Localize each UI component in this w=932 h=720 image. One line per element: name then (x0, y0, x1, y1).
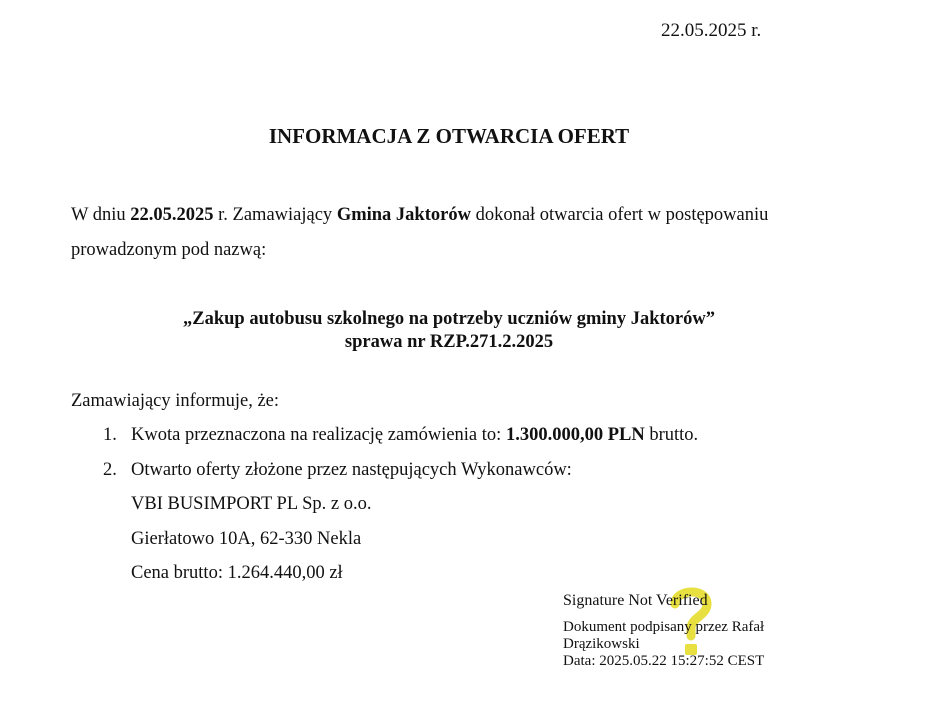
intro-text-2: r. Zamawiający (213, 205, 337, 225)
budget-amount: 1.300.000,00 PLN (505, 425, 645, 445)
budget-suffix: brutto. (644, 425, 699, 445)
tender-name: „Zakup autobusu szkolnego na potrzeby uczniów gminy Jaktorów” (183, 309, 715, 329)
list-item-offers: Otwarto oferty złożone przez następujących Wykonawców: (131, 460, 572, 480)
intro-text-1: W dniu (71, 205, 131, 225)
intro-text-3: dokonał otwarcia ofert w postępowaniu (470, 205, 769, 225)
intro-paragraph-line1 (71, 205, 768, 226)
signature-date: Data: 2025.05.22 15:27:52 CEST (563, 653, 765, 669)
info-intro: Zamawiający informuje, że: (71, 391, 280, 411)
offer-price: Cena brutto: 1.264.440,00 zł (131, 563, 343, 583)
offer-address: Gierłatowo 10A, 62-330 Nekla (131, 529, 362, 549)
signature-signed-by: Dokument podpisany przez Rafał (563, 619, 765, 635)
list-item-number: 2. (103, 460, 117, 480)
intro-entity: Gmina Jaktorów (336, 205, 471, 225)
intro-date: 22.05.2025 (130, 205, 214, 225)
list-item-number: 1. (103, 425, 117, 445)
document-title: INFORMACJA Z OTWARCIA OFERT (268, 124, 630, 148)
signature-signer-surname: Drązikowski (563, 636, 640, 652)
tender-case-number: sprawa nr RZP.271.2.2025 (344, 332, 554, 352)
document-date: 22.05.2025 r. (661, 20, 762, 41)
signature-status: Signature Not Verified (563, 592, 708, 609)
budget-text: Kwota przeznaczona na realizację zamówienia to: (131, 425, 506, 445)
list-item-budget (131, 425, 698, 446)
offer-company: VBI BUSIMPORT PL Sp. z o.o. (131, 494, 372, 514)
intro-paragraph-line2: prowadzonym pod nazwą: (71, 240, 267, 260)
